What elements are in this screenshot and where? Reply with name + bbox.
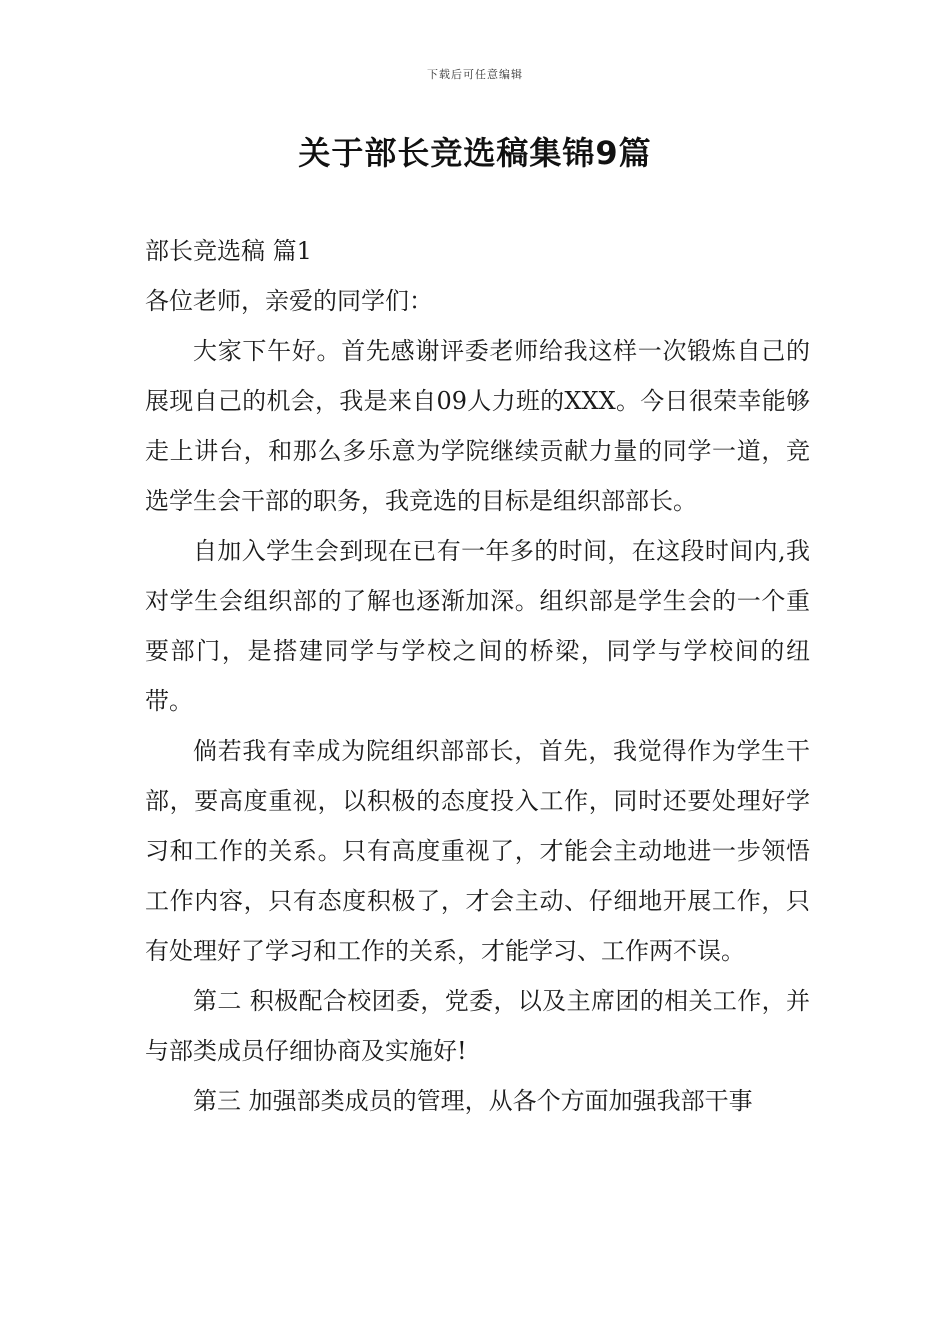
section-heading: 部长竞选稿 篇1 bbox=[145, 237, 312, 265]
paragraph: 自加入学生会到现在已有一年多的时间，在这段时间内,我对学生会组织部的了解也逐渐加深。组织部是学生会的一个重要部门，是搭建同学与学校之间的桥梁，同学与学校间的纽带。 bbox=[145, 537, 810, 715]
document-body bbox=[145, 226, 810, 1126]
paragraph: 倘若我有幸成为院组织部部长，首先，我觉得作为学生干部，要高度重视，以积极的态度投入工作，同时还要处理好学习和工作的关系。只有高度重视了，才能会主动地进一步领悟工作内容，只有态度积极了，才会主动、仔细地开展工作，只有处理好了学习和工作的关系，才能学习、工作两不误。 bbox=[145, 737, 810, 965]
paragraph: 第三 加强部类成员的管理，从各个方面加强我部干事 bbox=[193, 1087, 753, 1115]
paragraph: 大家下午好。首先感谢评委老师给我这样一次锻炼自己的展现自己的机会，我是来自09人力班的XXX。今日很荣幸能够走上讲台，和那么多乐意为学院继续贡献力量的同学一道，竞选学生会干部的职务，我竞选的目标是组织部部长。 bbox=[145, 337, 810, 515]
salutation: 各位老师，亲爱的同学们： bbox=[145, 287, 433, 315]
document-title: 关于部长竞选稿集锦9篇 bbox=[298, 134, 652, 172]
paragraph: 第二 积极配合校团委，党委，以及主席团的相关工作，并与部类成员仔细协商及实施好! bbox=[145, 987, 810, 1065]
header-note: 下载后可任意编辑 bbox=[427, 68, 523, 81]
